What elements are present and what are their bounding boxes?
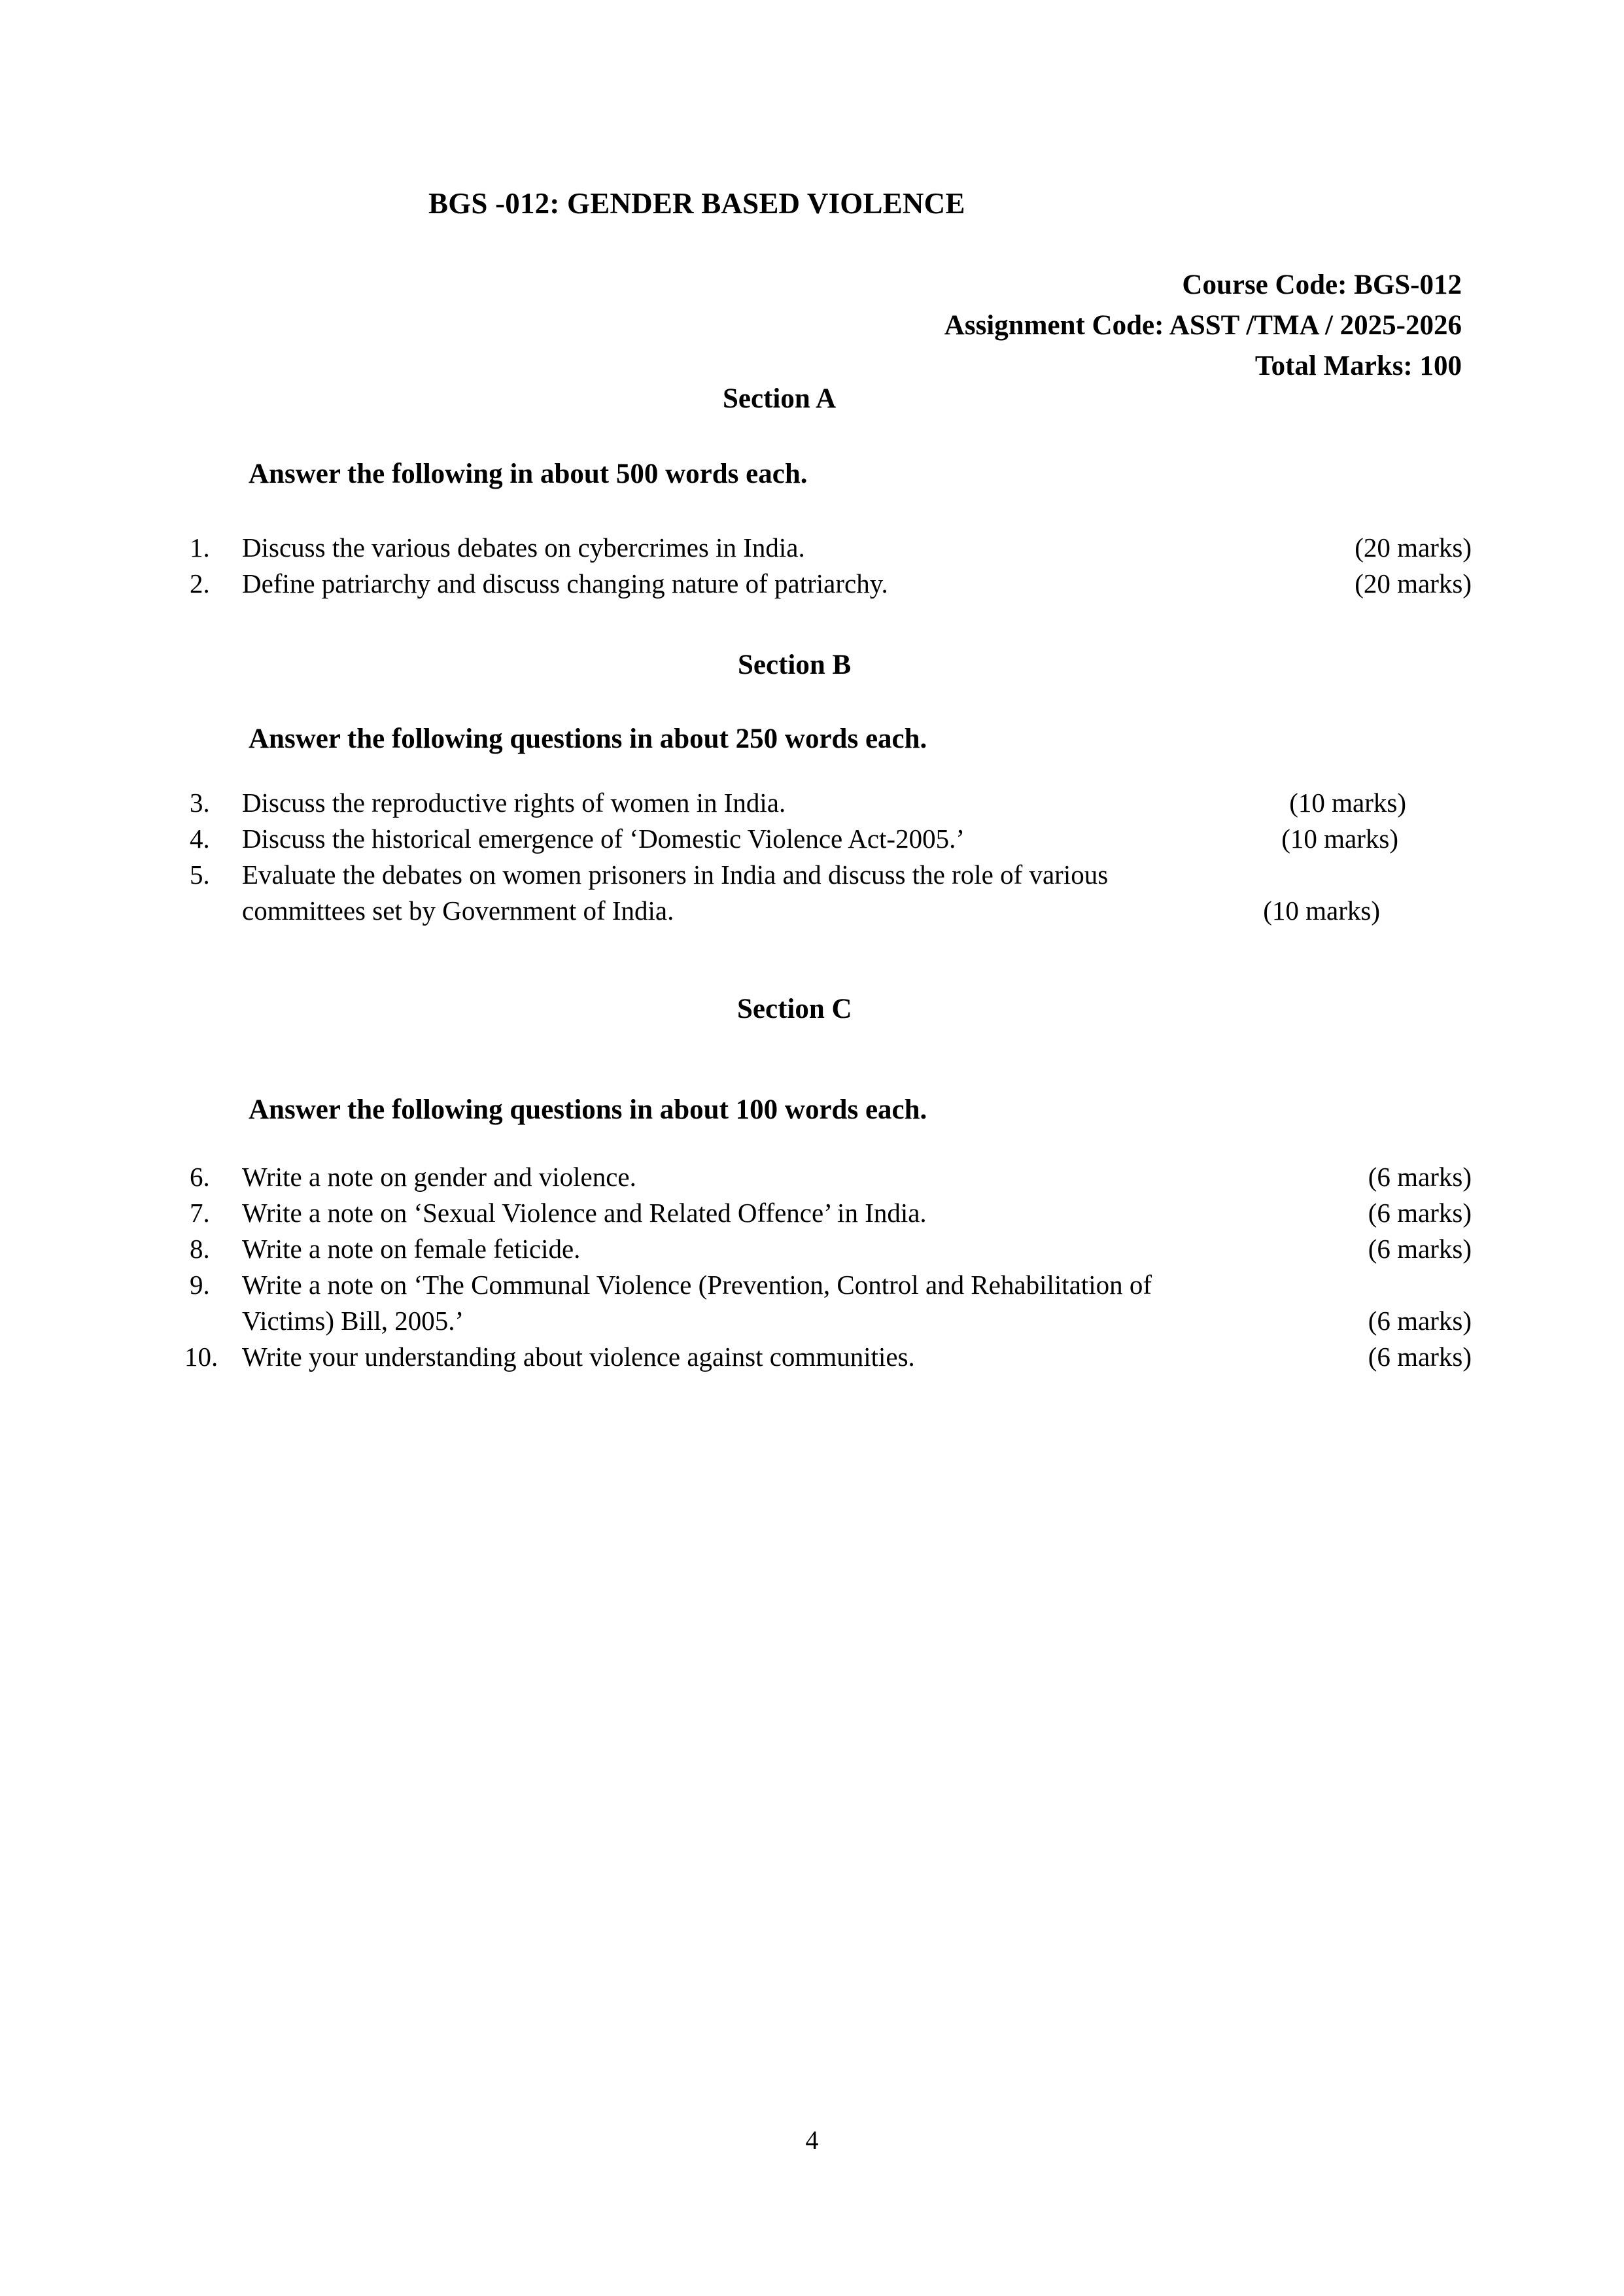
- question-item: [184, 1339, 1472, 1375]
- question-text: Write a note on gender and violence.: [242, 1162, 636, 1192]
- question-marks: (10 marks): [1281, 824, 1398, 854]
- question-number: 10.: [184, 1342, 218, 1372]
- question-body: [242, 1339, 1472, 1375]
- question-item: [190, 1159, 1472, 1195]
- section-c-heading: Section C: [737, 994, 852, 1024]
- question-marks: (6 marks): [1368, 1198, 1472, 1228]
- question-number: 4.: [190, 824, 210, 854]
- question-item: [190, 566, 1472, 602]
- question-item: [190, 1195, 1472, 1231]
- question-number: 6.: [190, 1162, 210, 1192]
- question-number: 9.: [190, 1270, 210, 1300]
- question-marks: (6 marks): [1368, 1306, 1472, 1336]
- question-item: [190, 857, 1472, 929]
- question-text-continued: committees set by Government of India.: [242, 896, 674, 926]
- question-number: 3.: [190, 788, 210, 818]
- question-text: Evaluate the debates on women prisoners in India and discuss the role of various: [242, 860, 1109, 890]
- question-body: [242, 1231, 1472, 1267]
- question-marks: (20 marks): [1355, 532, 1472, 563]
- question-item: [190, 1231, 1472, 1267]
- question-text: Write a note on ‘The Communal Violence (Prevention, Control and Rehabilitation of: [242, 1270, 1152, 1300]
- question-marks: (10 marks): [1289, 788, 1406, 818]
- question-body: [242, 566, 1472, 602]
- question-text: Define patriarchy and discuss changing nature of patriarchy.: [242, 568, 888, 599]
- section-b-heading: Section B: [738, 650, 852, 680]
- page-number: 4: [805, 2125, 819, 2155]
- question-item: [190, 785, 1472, 821]
- question-marks: (10 marks): [1263, 896, 1380, 926]
- question-number: 1.: [190, 532, 210, 563]
- question-body: [242, 530, 1472, 566]
- question-item: [190, 1267, 1472, 1339]
- question-body: [242, 1195, 1472, 1231]
- section-c-instruction: Answer the following questions in about 100 words each.: [249, 1094, 927, 1125]
- question-text: Discuss the reproductive rights of women in India.: [242, 788, 786, 818]
- section-a-question-list: [190, 530, 1472, 602]
- question-body: [242, 821, 1472, 857]
- page-title: BGS -012: GENDER BASED VIOLENCE: [428, 187, 965, 220]
- section-a-instruction: Answer the following in about 500 words each.: [249, 459, 808, 489]
- question-text: Discuss the various debates on cybercrimes in India.: [242, 532, 805, 563]
- question-item: [190, 821, 1472, 857]
- question-item: [190, 530, 1472, 566]
- question-number: 5.: [190, 860, 210, 890]
- question-marks: (6 marks): [1368, 1234, 1472, 1264]
- question-text: Write a note on female feticide.: [242, 1234, 581, 1264]
- course-code: Course Code: BGS-012: [1182, 270, 1462, 300]
- question-text: Write a note on ‘Sexual Violence and Related Offence’ in India.: [242, 1198, 927, 1228]
- assignment-code: Assignment Code: ASST /TMA / 2025-2026: [944, 310, 1462, 341]
- section-c-question-list: [184, 1159, 1472, 1375]
- total-marks: Total Marks: 100: [1254, 351, 1462, 381]
- section-b-instruction: Answer the following questions in about 250 words each.: [249, 723, 927, 754]
- question-text: Write your understanding about violence against communities.: [242, 1342, 915, 1372]
- section-b-question-list: [190, 785, 1472, 929]
- question-body: [242, 1159, 1472, 1195]
- question-number: 8.: [190, 1234, 210, 1264]
- question-body: [242, 857, 1472, 893]
- question-marks: (6 marks): [1368, 1342, 1472, 1372]
- question-number: 7.: [190, 1198, 210, 1228]
- section-a-heading: Section A: [723, 383, 837, 414]
- question-marks: (6 marks): [1368, 1162, 1472, 1192]
- question-text-continued: Victims) Bill, 2005.’: [242, 1306, 464, 1336]
- question-marks: (20 marks): [1355, 568, 1472, 599]
- question-body: [242, 785, 1472, 821]
- question-body-continued: [242, 893, 1472, 929]
- assignment-header-block: [944, 265, 1462, 387]
- question-body-continued: [242, 1303, 1472, 1339]
- question-number: 2.: [190, 568, 210, 599]
- question-body: [242, 1267, 1472, 1303]
- question-text: Discuss the historical emergence of ‘Domestic Violence Act-2005.’: [242, 824, 965, 854]
